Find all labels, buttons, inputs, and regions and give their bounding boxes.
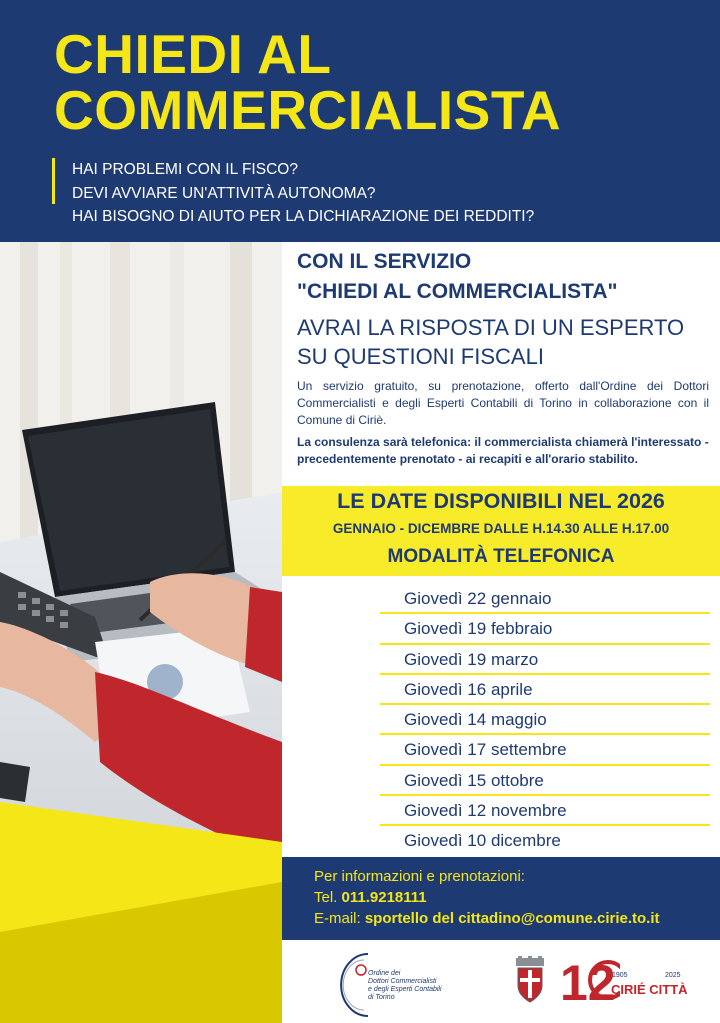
- service-line-2: "CHIEDI AL COMMERCIALISTA": [297, 280, 618, 303]
- questions-accent-bar: [52, 158, 55, 204]
- date-item: Giovedì 17 settembre: [380, 735, 710, 765]
- email-label: E-mail:: [314, 910, 365, 927]
- date-item: Giovedì 22 gennaio: [380, 584, 710, 614]
- contact-info: [314, 866, 660, 929]
- city-logo-text: CIRIÉ CITTÀ: [611, 982, 688, 997]
- modality-label: MODALITÀ TELEFONICA: [387, 546, 615, 567]
- anniversary-year-end: 2025: [665, 972, 681, 979]
- dates-subtitle: GENNAIO - DICEMBRE DALLE H.14.30 ALLE H.17.00: [332, 521, 670, 536]
- city-coat-of-arms-icon: [510, 956, 550, 1004]
- date-item: Giovedì 19 febbraio: [380, 614, 710, 644]
- contact-heading: Per informazioni e prenotazioni:: [314, 868, 525, 885]
- anniversary-year-start: 1905: [612, 972, 628, 979]
- service-line-4: SU QUESTIONI FISCALI: [297, 344, 544, 369]
- service-heading: [297, 247, 618, 307]
- date-item: Giovedì 16 aprile: [380, 675, 710, 705]
- odc-line: di Torino: [368, 994, 395, 1001]
- date-item: Giovedì 10 dicembre: [404, 831, 561, 851]
- service-line-3: AVRAI LA RISPOSTA DI UN ESPERTO: [297, 315, 685, 340]
- odc-line: e degli Esperti Contabili: [368, 986, 442, 993]
- question-item: HAI BISOGNO DI AIUTO PER LA DICHIARAZIONE DEI REDDITI?: [72, 208, 535, 225]
- title-line-2: COMMERCIALISTA: [54, 79, 562, 141]
- service-description: Un servizio gratuito, su prenotazione, offerto dall'Ordine dei Dottori Commercialisti e degli Esperti Contabili di Torino in collaborazione con il Comune di Ciriè.: [297, 379, 709, 427]
- contact-phone: [314, 887, 660, 908]
- phone-label: Tel.: [314, 889, 342, 906]
- contact-email: [314, 908, 660, 929]
- page-title: [54, 23, 562, 141]
- service-description-bold: La consulenza sarà telefonica: il commercialista chiamerà l'interessato - precedentemente prenotato - ai recapiti e all'orario stabilito.: [297, 435, 709, 466]
- date-item: Giovedì 14 maggio: [380, 705, 710, 735]
- question-item: DEVI AVVIARE UN'ATTIVITÀ AUTONOMA?: [72, 184, 376, 202]
- service-line-1: CON IL SERVIZIO: [297, 250, 472, 273]
- email-address-link[interactable]: sportello del cittadino@comune.cirie.to.it: [364, 910, 660, 927]
- office-photo-illustration: [0, 242, 282, 1023]
- dates-title: LE DATE DISPONIBILI NEL 2026: [337, 489, 665, 513]
- dates-list: [380, 584, 710, 857]
- odc-line: Dottori Commercialisti: [368, 978, 437, 985]
- odc-line: Ordine dei: [368, 970, 401, 977]
- date-item: Giovedì 15 ottobre: [380, 766, 710, 796]
- odc-torino-logo-text: [368, 970, 442, 1002]
- svg-text:12: 12: [560, 955, 616, 1004]
- phone-number-link[interactable]: 011.9218111: [341, 889, 427, 906]
- office-photo: [0, 242, 282, 1023]
- date-item: Giovedì 19 marzo: [380, 645, 710, 675]
- service-subheading: [297, 313, 684, 371]
- date-item: Giovedì 12 novembre: [380, 796, 710, 826]
- questions-list: [72, 158, 534, 229]
- question-item: HAI PROBLEMI CON IL FISCO?: [72, 161, 298, 178]
- title-line-1: CHIEDI AL: [54, 23, 332, 85]
